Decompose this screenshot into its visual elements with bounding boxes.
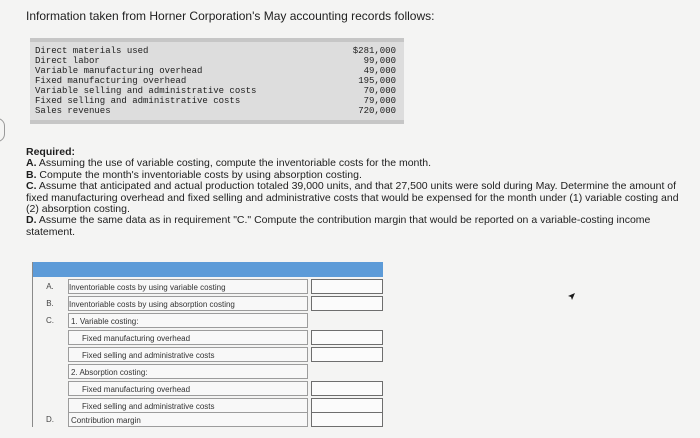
row-letter: B.	[46, 299, 54, 308]
row-letter	[33, 347, 67, 362]
record-value: 79,000	[363, 96, 396, 106]
record-value: $281,000	[352, 46, 396, 56]
intro-text: Information taken from Horner Corporation's May accounting records follows:	[26, 9, 435, 23]
answer-input[interactable]	[311, 330, 383, 345]
record-value: 70,000	[363, 86, 396, 96]
requirement-letter: B.	[26, 168, 37, 181]
row-label: Fixed manufacturing overhead	[68, 381, 308, 396]
requirement-text: Assume that anticipated and actual production totaled 39,000 units, and that 27,500 units were sold during May. Determine the amount of fixed manufacturing overhead and fixed selling and administrative costs that would be expensed for the month under (1) variable costing and (2) absorption costing.	[26, 180, 679, 216]
row-label: Fixed selling and administrative costs	[68, 347, 308, 362]
answer-row	[33, 364, 383, 379]
record-label: Variable manufacturing overhead	[35, 66, 203, 76]
answer-row	[33, 347, 383, 362]
required-heading: Required:	[26, 146, 76, 158]
requirement-text: Assume the same data as in requirement "C." Compute the contribution margin that would be reported on a variable-costing income statement.	[26, 214, 651, 238]
record-label: Sales revenues	[35, 106, 111, 116]
answer-table-header	[33, 262, 383, 277]
row-letter: A.	[46, 282, 54, 291]
record-value: 99,000	[363, 56, 396, 66]
row-label: 2. Absorption costing:	[68, 364, 308, 379]
row-letter	[33, 381, 67, 396]
answer-row	[33, 398, 383, 413]
row-letter	[33, 364, 67, 379]
row-label: Inventoriable costs by using absorption costing	[68, 296, 308, 311]
requirement-text: Compute the month's inventoriable costs by using absorption costing.	[39, 168, 362, 181]
answer-row	[33, 412, 383, 427]
row-label: Contribution margin	[68, 412, 308, 427]
record-label: Fixed manufacturing overhead	[35, 76, 187, 86]
requirement-letter: D.	[26, 214, 37, 227]
record-label: Direct materials used	[35, 46, 149, 56]
requirement-letter: C.	[26, 180, 37, 193]
row-letter	[33, 330, 67, 345]
requirement-c	[26, 181, 694, 215]
record-label: Fixed selling and administrative costs	[35, 96, 241, 106]
record-row	[30, 106, 404, 117]
answer-input[interactable]	[311, 398, 383, 413]
required-section	[26, 147, 694, 238]
answer-input[interactable]	[311, 279, 383, 294]
row-label: Fixed manufacturing overhead	[68, 330, 308, 345]
answer-row	[33, 296, 383, 311]
record-label: Direct labor	[35, 56, 100, 66]
answer-row	[33, 279, 383, 294]
record-value: 195,000	[358, 76, 396, 86]
row-letter: C.	[46, 316, 54, 325]
answer-row	[33, 330, 383, 345]
record-label: Variable selling and administrative costs	[35, 86, 257, 96]
answer-input[interactable]	[311, 296, 383, 311]
requirement-text: Assuming the use of variable costing, compute the inventoriable costs for the month.	[38, 157, 432, 170]
records-table	[30, 38, 404, 124]
row-label: Inventoriable costs by using variable costing	[68, 279, 308, 294]
answer-input[interactable]	[311, 412, 383, 427]
record-value: 49,000	[363, 66, 396, 76]
requirement-letter: A.	[26, 157, 37, 170]
arrow-cursor-icon	[566, 292, 576, 302]
row-letter	[33, 398, 67, 413]
answer-input[interactable]	[311, 347, 383, 362]
scroll-handle	[0, 118, 5, 142]
row-label: Fixed selling and administrative costs	[68, 398, 308, 413]
record-value: 720,000	[358, 106, 396, 116]
answer-row	[33, 313, 383, 328]
answer-input[interactable]	[311, 381, 383, 396]
row-letter: D.	[46, 415, 54, 424]
requirement-d	[26, 215, 694, 238]
answer-row	[33, 381, 383, 396]
answer-table	[32, 262, 383, 427]
row-label: 1. Variable costing:	[68, 313, 308, 328]
